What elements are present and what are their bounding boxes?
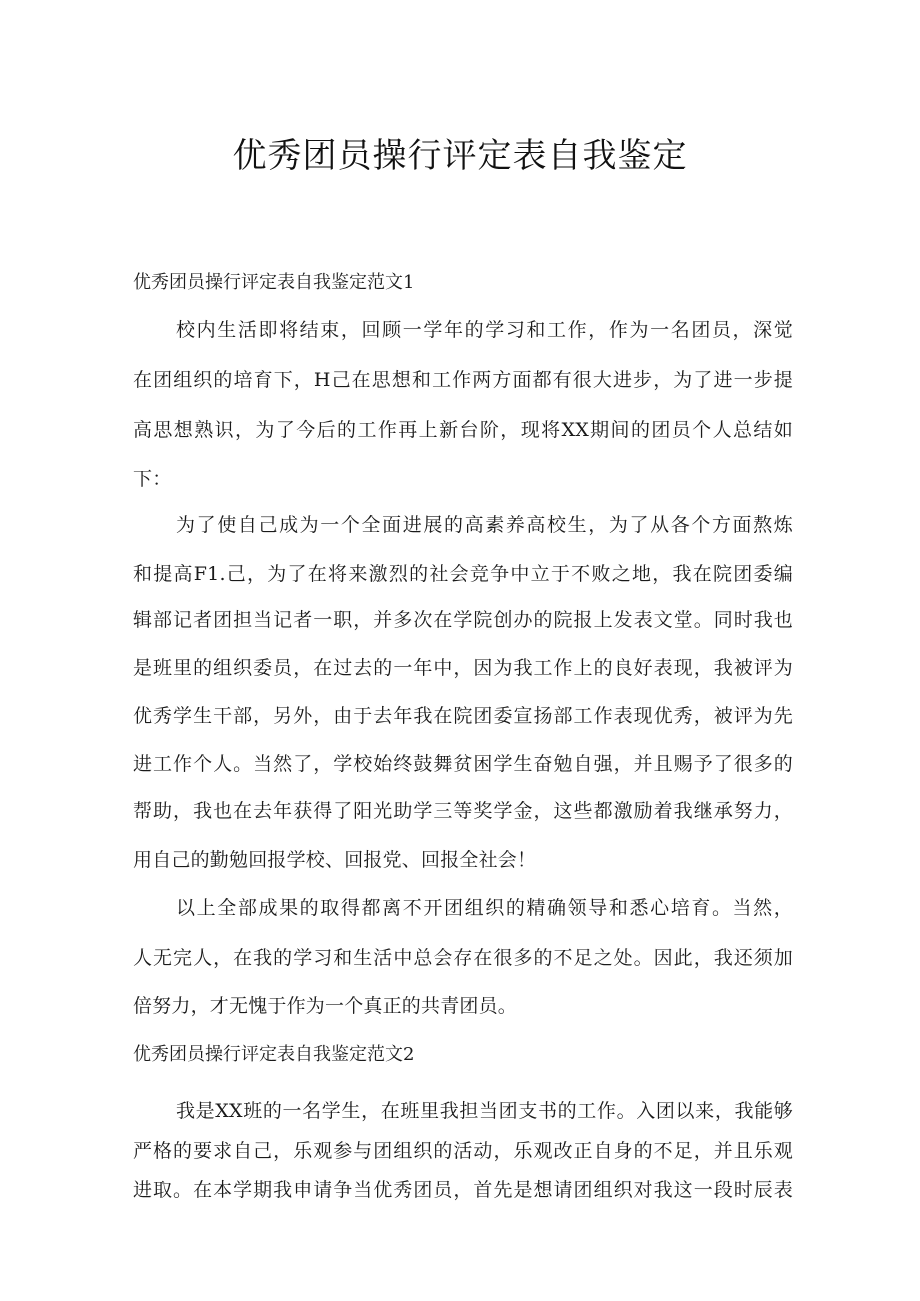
paragraph-line: 在团组织的培育下，H己在思想和工作两方面都有很大进步，为了进一步提 <box>133 369 793 391</box>
paragraph-line: 用自己的勤勉回报学校、回报党、回报全社会！ <box>133 849 537 871</box>
section-heading-2: 优秀团员操行评定表自我鉴定范文2 <box>133 1044 415 1065</box>
paragraph-line: 优秀学生干部，另外，由于去年我在院团委宣扬部工作表现优秀，被评为先 <box>133 705 793 727</box>
paragraph-line: 辑部记者团担当记者一职，并多次在学院创办的院报上发表文堂。同时我也 <box>133 609 793 631</box>
paragraph-line: 为了使自己成为一个全面进展的高素养高校生，为了从各个方面熬炼 <box>176 514 793 536</box>
paragraph-line: 进取。在本学期我申请争当优秀团员，首先是想请团组织对我这一段时辰表 <box>133 1179 793 1201</box>
paragraph-line: 我是XX班的一名学生，在班里我担当团支书的工作。入团以来，我能够 <box>176 1100 793 1122</box>
paragraph-line: 下： <box>133 468 172 490</box>
section-heading-1: 优秀团员操行评定表自我鉴定范文1 <box>133 272 415 293</box>
paragraph-line: 倍努力，才无愧于作为一个真正的共青团员。 <box>133 995 518 1017</box>
document-title: 优秀团员操行评定表自我鉴定 <box>232 136 688 176</box>
paragraph-line: 和提高F1.己，为了在将来激烈的社会竞争中立于不败之地，我在院团委编 <box>133 563 793 585</box>
paragraph-line: 是班里的组织委员，在过去的一年中，因为我工作上的良好表现，我被评为 <box>133 657 793 679</box>
paragraph-line: 帮助，我也在去年获得了阳光助学三等奖学金，这些都激励着我继承努力， <box>133 800 793 822</box>
paragraph-line: 校内生活即将结束，回顾一学年的学习和工作，作为一名团员，深觉 <box>176 319 793 341</box>
paragraph-line: 进工作个人。当然了，学校始终鼓舞贫困学生奋勉自强，并且赐予了很多的 <box>133 753 793 775</box>
paragraph-line: 严格的要求自己，乐观参与团组织的活动，乐观改正自身的不足，并且乐观 <box>133 1140 793 1162</box>
paragraph-line: 高思想熟识，为了今后的工作再上新台阶，现将XX期间的团员个人总结如 <box>133 419 793 441</box>
paragraph-line: 人无完人，在我的学习和生活中总会存在很多的不足之处。因此，我还须加 <box>133 947 793 969</box>
paragraph-line: 以上全部成果的取得都离不开团组织的精确领导和悉心培育。当然， <box>176 897 793 919</box>
